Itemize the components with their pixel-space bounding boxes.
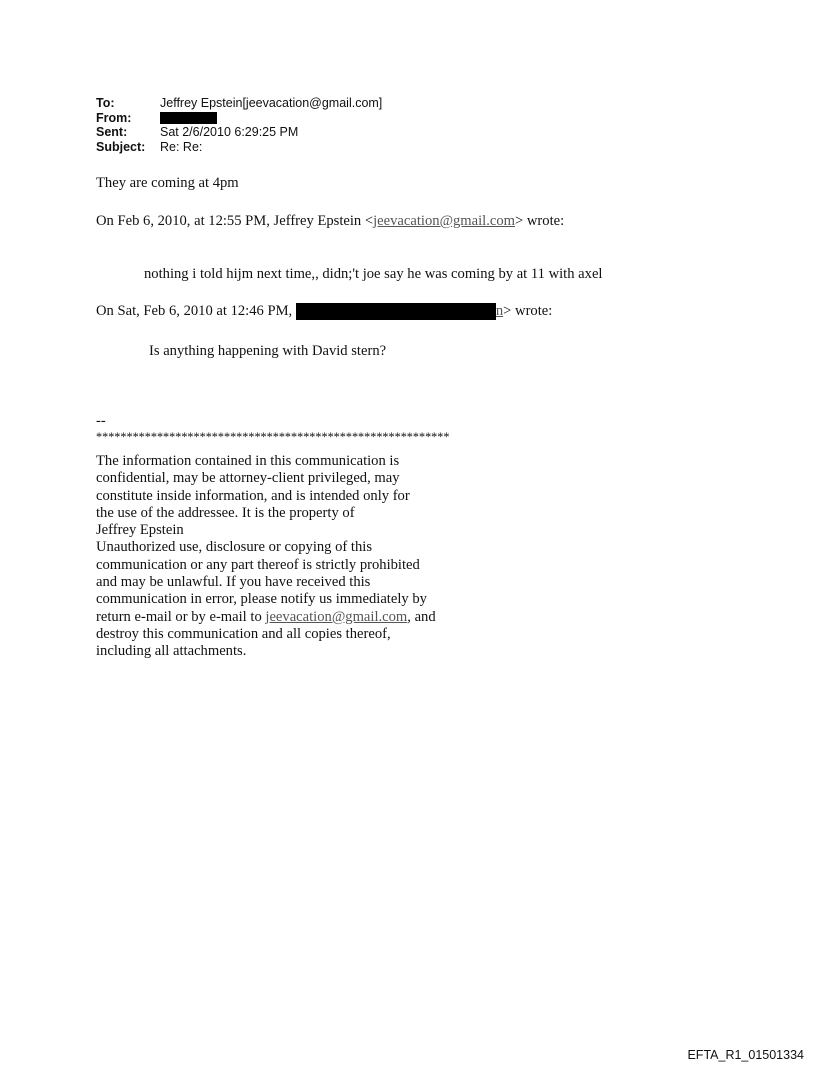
disclaimer-email-link[interactable]: jeevacation@gmail.com bbox=[265, 608, 408, 625]
document-id: EFTA_R1_01501334 bbox=[687, 1048, 804, 1062]
disclaimer-line: constitute inside information, and is intended only for bbox=[96, 487, 410, 504]
disclaimer-email-line bbox=[96, 609, 436, 626]
disclaimer-email-suffix: , and bbox=[407, 608, 436, 625]
disclaimer-line: The information contained in this communication is bbox=[96, 453, 400, 469]
redaction-box bbox=[296, 303, 496, 320]
quoted-email-link[interactable]: jeevacation@gmail.com bbox=[373, 213, 516, 229]
signature-dashes: -- bbox=[96, 413, 106, 429]
disclaimer-line: communication or any part thereof is strictly prohibited bbox=[96, 556, 420, 573]
nested-message-2: Is anything happening with David stern? bbox=[149, 343, 387, 359]
to-value: Jeffrey Epstein[jeevacation@gmail.com] bbox=[160, 96, 383, 110]
disclaimer bbox=[96, 453, 436, 661]
from-label: From: bbox=[96, 110, 132, 125]
disclaimer-line: confidential, may be attorney-client privileged, may bbox=[96, 470, 400, 487]
reply-message: They are coming at 4pm bbox=[96, 175, 239, 191]
signature-stars: ********************************************************** bbox=[96, 430, 450, 444]
quote-attribution-2-prefix: On Sat, Feb 6, 2010 at 12:46 PM, bbox=[96, 303, 296, 319]
from-row bbox=[96, 111, 382, 126]
subject-value: Re: Re: bbox=[160, 139, 203, 154]
to-label: To: bbox=[96, 96, 115, 110]
subject-label: Subject: bbox=[96, 139, 146, 154]
sent-value: Sat 2/6/2010 6:29:25 PM bbox=[160, 125, 299, 139]
sent-row bbox=[96, 125, 382, 140]
disclaimer-line: the use of the addressee. It is the property of bbox=[96, 504, 355, 521]
disclaimer-line: Unauthorized use, disclosure or copying of this bbox=[96, 539, 373, 556]
email-header bbox=[96, 96, 382, 154]
quote-attribution-1-prefix: On Feb 6, 2010, at 12:55 PM, Jeffrey Epstein < bbox=[96, 213, 374, 229]
redaction-box bbox=[160, 112, 217, 124]
quote-attribution-2-partial: n bbox=[495, 303, 504, 319]
subject-row bbox=[96, 140, 382, 155]
disclaimer-line: including all attachments. bbox=[96, 643, 247, 660]
quote-attribution-1 bbox=[96, 213, 564, 230]
disclaimer-line: destroy this communication and all copies thereof, bbox=[96, 625, 391, 642]
disclaimer-email-prefix: return e-mail or by e-mail to bbox=[96, 608, 266, 625]
to-row bbox=[96, 96, 382, 111]
disclaimer-line: and may be unlawful. If you have received this bbox=[96, 574, 371, 591]
disclaimer-line: Jeffrey Epstein bbox=[96, 522, 184, 539]
sent-label: Sent: bbox=[96, 125, 128, 139]
nested-message: nothing i told hijm next time,, didn;'t joe say he was coming by at 11 with axel bbox=[144, 266, 603, 282]
disclaimer-line: communication in error, please notify us immediately by bbox=[96, 591, 427, 608]
quote-attribution-2 bbox=[96, 303, 552, 320]
quote-attribution-2-suffix: > wrote: bbox=[503, 303, 553, 319]
quote-attribution-1-suffix: > wrote: bbox=[515, 213, 565, 229]
